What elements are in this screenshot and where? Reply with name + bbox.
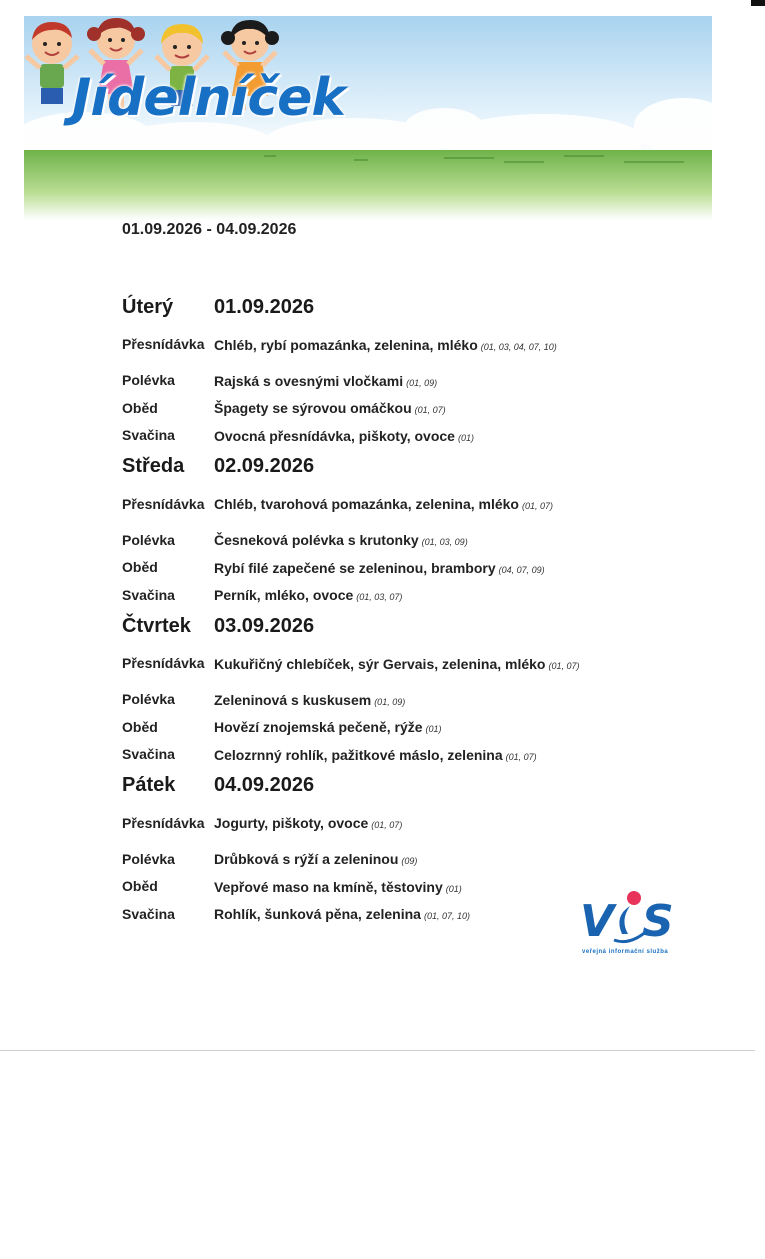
meal-label: Polévka [122,850,175,867]
allergen-codes: (04, 07, 09) [498,564,545,575]
meal-text: Chléb, rybí pomazánka, zelenina, mléko [214,336,478,353]
meal-row [122,582,662,610]
meal-label: Svačina [122,905,175,922]
meal-label: Oběd [122,878,158,895]
meal-label: Přesnídávka [122,495,205,512]
meal-label: Oběd [122,559,158,576]
meal-text: Česneková polévka s krutonky [214,532,419,549]
day-header [122,611,662,641]
day-name: Čtvrtek [122,614,191,637]
meal-description [214,747,537,763]
allergen-codes: (01, 07) [521,501,554,511]
meal-label: Svačina [122,746,175,763]
meal-description [214,851,417,867]
allergen-codes: (01, 07) [505,751,537,762]
allergen-codes: (01, 03, 04, 07, 10) [480,341,557,352]
meal-description [214,815,402,831]
meal-description [214,692,405,708]
meal-row [122,741,662,769]
meal-description [214,906,470,922]
day-header [122,292,662,322]
meal-label: Svačina [122,586,175,603]
allergen-codes: (01, 03, 07) [356,592,403,603]
allergen-codes: (01, 09) [406,377,438,388]
meal-text: Chléb, tvarohová pomazánka, zelenina, mléko [214,496,519,512]
day-block [122,292,662,450]
meal-text: Perník, mléko, ovoce [214,587,354,604]
meal-description [214,560,545,576]
day-date: 04.09.2026 [214,774,315,796]
page-edge-line [0,1050,755,1051]
allergen-codes: (01, 07) [371,820,403,830]
meal-description [214,373,437,389]
meal-description [214,879,462,895]
meal-label: Přesnídávka [122,814,205,831]
meal-description [214,719,442,735]
meal-text: Vepřové maso na kmíně, těstoviny [214,878,443,895]
meal-row [122,714,662,742]
meal-label: Oběd [122,718,158,735]
day-name: Pátek [122,774,176,796]
allergen-codes: (01) [457,432,474,443]
meal-text: Ovocná přesnídávka, piškoty, ovoce [214,427,455,444]
meal-label: Polévka [122,531,175,548]
scan-corner-mark [751,0,765,6]
meal-label: Svačina [122,427,175,444]
meal-row [122,554,662,582]
header-banner [24,16,712,220]
meal-label: Polévka [122,372,175,389]
meal-label: Přesnídávka [122,336,205,352]
meal-row [122,395,662,423]
allergen-codes: (01, 07) [414,405,446,416]
meal-description [214,400,446,416]
meal-text: Hovězí znojemská pečeně, rýže [214,719,423,736]
meal-text: Rybí filé zapečené se zeleninou, brambory [214,559,496,576]
meal-description [214,496,553,512]
meal-text: Jogurty, piškoty, ovoce [214,815,369,831]
meal-row [122,846,662,874]
meal-row [122,686,662,714]
day-header [122,452,662,482]
logo-tagline: veřejná informační služba [582,949,669,955]
day-date: 01.09.2026 [214,295,315,318]
day-header [122,771,662,801]
day-date: 02.09.2026 [214,455,315,477]
meal-label: Přesnídávka [122,655,205,671]
meal-description [214,428,474,444]
svg-text:V: V [580,896,615,947]
allergen-codes: (01, 09) [374,696,406,707]
day-date: 03.09.2026 [214,614,315,637]
allergen-codes: (01) [445,883,462,894]
allergen-codes: (01) [425,724,442,735]
meal-label: Polévka [122,691,175,708]
day-block [122,452,662,610]
meal-row [122,322,662,367]
svg-text:S: S [642,896,674,947]
meal-description [214,656,580,672]
allergen-codes: (01, 07) [548,660,580,671]
weekly-menu [122,292,662,928]
meal-row [122,422,662,450]
meal-row [122,482,662,527]
meal-description [214,532,468,548]
meal-row [122,367,662,395]
page-title: Jídelníček [72,68,346,128]
allergen-codes: (01, 03, 09) [421,537,468,548]
meal-label: Oběd [122,399,158,416]
day-name: Středa [122,455,185,477]
allergen-codes: (09) [401,856,418,867]
meal-row [122,801,662,846]
date-range: 01.09.2026 - 04.09.2026 [122,221,297,238]
day-name: Úterý [122,295,174,318]
meal-text: Rajská s ovesnými vločkami [214,372,404,389]
meal-description [214,337,557,353]
meal-text: Špagety se sýrovou omáčkou [214,400,412,417]
meal-text: Drůbková s rýží a zeleninou [214,851,399,868]
allergen-codes: (01, 07, 10) [423,911,470,922]
meal-text: Celozrnný rohlík, pažitkové máslo, zelenina [214,746,503,763]
meal-row [122,527,662,555]
meal-row [122,641,662,686]
meal-text: Kukuřičný chlebíček, sýr Gervais, zelenina, mléko [214,655,546,672]
meal-text: Zeleninová s kuskusem [214,691,372,708]
day-block [122,611,662,769]
meal-description [214,587,402,603]
meal-text: Rohlík, šunková pěna, zelenina [214,906,421,923]
